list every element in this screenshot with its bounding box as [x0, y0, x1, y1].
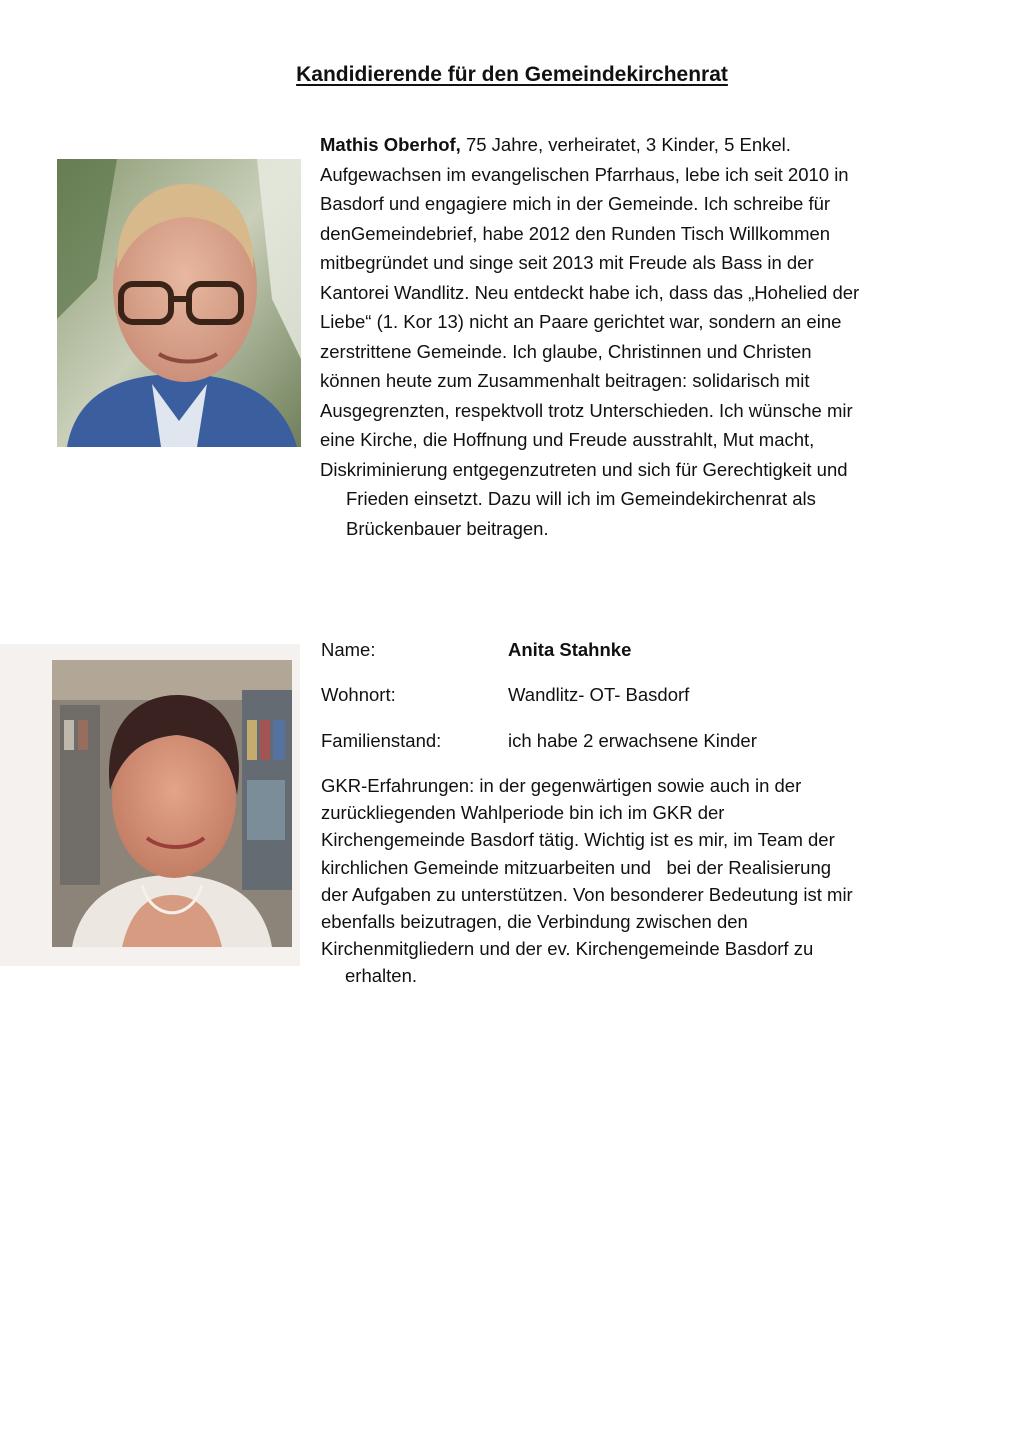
bio-line: Aufgewachsen im evangelischen Pfarrhaus, lebe ich seit 2010 in — [320, 163, 849, 185]
bio-line: zerstrittene Gemeinde. Ich glaube, Christinnen und Christen — [320, 340, 812, 362]
bio-line: Diskriminierung entgegenzutreten und sich für Gerechtigkeit und — [320, 458, 848, 480]
bio-line: denGemeindebrief, habe 2012 den Runden Tisch Willkommen — [320, 222, 831, 244]
bio-line: Basdorf und engagiere mich in der Gemeinde. Ich schreibe für — [320, 193, 831, 214]
candidate-2-photo — [52, 660, 292, 947]
gkr-line: zurückliegenden Wahlperiode bin ich im GKR der — [321, 802, 725, 824]
bio-line: Kantorei Wandlitz. Neu entdeckt habe ich, dass das „Hohelied der — [320, 281, 860, 303]
gkr-line: Kirchengemeinde Basdorf tätig. Wichtig ist es mir, im Team der — [321, 829, 835, 851]
page-title: Kandidierende für den Gemeindekirchenrat — [296, 63, 728, 86]
bio-line: können heute zum Zusammenhalt beitragen: solidarisch mit — [320, 370, 810, 391]
bio-line: mitbegründet und singe seit 2013 mit Freude als Bass in der — [320, 252, 814, 273]
field-value: Wandlitz- OT- Basdorf — [508, 684, 690, 705]
gkr-line: GKR-Erfahrungen: in der gegenwärtigen sowie auch in der — [321, 775, 802, 796]
gkr-line: Kirchenmitgliedern und der ev. Kirchengemeinde Basdorf zu — [321, 938, 814, 960]
candidate-1-photo — [57, 159, 301, 447]
field-label: Familienstand: — [321, 730, 442, 751]
gkr-line: erhalten. — [345, 965, 417, 987]
bio-line: 75 Jahre, verheiratet, 3 Kinder, 5 Enkel. — [460, 134, 791, 155]
bio-line: Ausgegrenzten, respektvoll trotz Unterschieden. Ich wünsche mir — [320, 399, 853, 421]
bio-line: eine Kirche, die Hoffnung und Freude ausstrahlt, Mut macht, — [320, 429, 815, 450]
bio-line: Liebe“ (1. Kor 13) nicht an Paare gerichtet war, sondern an eine — [320, 311, 842, 332]
field-label: Name: — [321, 639, 376, 660]
candidate-1-name: Mathis Oberhof, — [320, 134, 461, 155]
candidate-2-name: Anita Stahnke — [508, 639, 632, 660]
field-label: Wohnort: — [321, 684, 396, 705]
gkr-line: der Aufgaben zu unterstützen. Von besonderer Bedeutung ist mir — [321, 883, 853, 905]
field-value: ich habe 2 erwachsene Kinder — [508, 730, 757, 751]
bio-line: Brückenbauer beitragen. — [346, 517, 549, 539]
bio-line: Frieden einsetzt. Dazu will ich im Gemeindekirchenrat als — [346, 488, 816, 509]
gkr-line: kirchlichen Gemeinde mitzuarbeiten und bei der Realisierung — [321, 856, 832, 878]
gkr-line: ebenfalls beizutragen, die Verbindung zwischen den — [321, 911, 748, 933]
candidate-1-bio — [320, 130, 940, 543]
candidate-2-gkr-text — [321, 772, 941, 990]
